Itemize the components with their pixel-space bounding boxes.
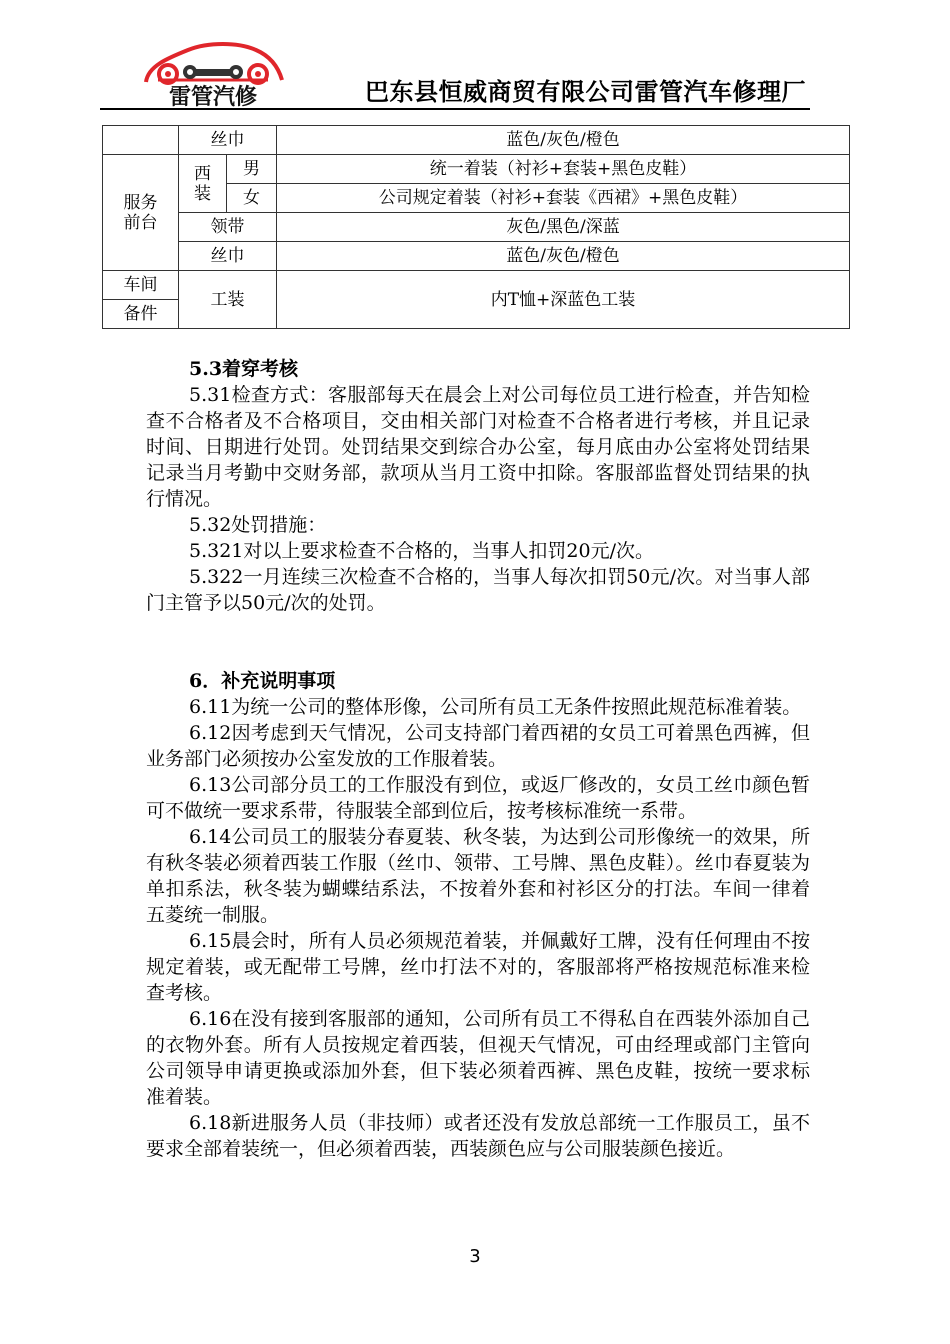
suit-cell: 西装 <box>179 155 227 213</box>
header-divider <box>100 108 810 110</box>
table-cell: 灰色/黑色/深蓝 <box>277 213 850 242</box>
paragraph: 6.18新进服务人员（非技师）或者还没有发放总部统一工作服员工，虽不要求全部着装统一，但必须着西装，西装颜色应与公司服装颜色接近。 <box>146 1112 810 1160</box>
paragraph: 5.322一月连续三次检查不合格的，当事人每次扣罚50元/次。对当事人部门主管予以50元/次的处罚。 <box>146 566 810 614</box>
table-cell: 蓝色/灰色/橙色 <box>277 242 850 271</box>
table-row <box>103 213 850 242</box>
table-row <box>103 155 850 184</box>
paragraph: 6.15晨会时，所有人员必须规范着装，并佩戴好工牌，没有任何理由不按规定着装，或无配带工号牌，丝巾打法不对的，客服部将严格按规范标准来检查考核。 <box>146 930 810 1004</box>
workshop-cell <box>103 271 179 329</box>
paragraph: 6.12因考虑到天气情况，公司支持部门着西裙的女员工可着黑色西裤，但业务部门必须按办公室发放的工作服着装。 <box>146 722 810 770</box>
table-cell: 男 <box>227 155 277 184</box>
table-cell: 公司规定着装（衬衫+套装《西裙》+黑色皮鞋） <box>277 184 850 213</box>
paragraph: 5.31检查方式：客服部每天在晨会上对公司每位员工进行检查，并告知检查不合格者及不合格项目，交由相关部门对检查不合格者进行考核，并且记录时间、日期进行处罚。处罚结果交到综合办公室，每月底由办公室将处罚结果记录当月考勤中交财务部，款项从当月工资中扣除。客服部监督处罚结果的执行情况。 <box>146 384 810 510</box>
table-row <box>103 242 850 271</box>
paragraph: 6.11为统一公司的整体形像，公司所有员工无条件按照此规范标准着装。 <box>189 696 802 718</box>
table-row <box>103 126 850 155</box>
company-name: 巴东县恒威商贸有限公司雷管汽车修理厂 <box>365 78 806 106</box>
paragraph: 5.321对以上要求检查不合格的，当事人扣罚20元/次。 <box>189 540 654 562</box>
table-cell: 统一着装（衬衫+套装+黑色皮鞋） <box>277 155 850 184</box>
service-group-cell: 服务前台 <box>103 155 179 271</box>
paragraph: 6.16在没有接到客服部的通知，公司所有员工不得私自在西装外添加自己的衣物外套。所有人员按规定着西装，但视天气情况，可由经理或部门主管向公司领导申请更换或添加外套，但下装必须着西裤、黑色皮鞋，按统一要求标准着装。 <box>146 1008 810 1108</box>
table-cell <box>103 126 179 155</box>
section-heading: 6．补充说明事项 <box>189 670 336 692</box>
document-body <box>146 356 810 1162</box>
table-cell: 女 <box>227 184 277 213</box>
page-number: 3 <box>469 1246 481 1267</box>
car-logo-icon <box>138 36 288 108</box>
section-heading: 5.3着穿考核 <box>189 358 299 380</box>
uniform-table <box>102 125 850 329</box>
logo-text: 雷管汽修 <box>168 85 258 108</box>
spare-parts-label: 备件 <box>123 304 158 324</box>
table-cell: 蓝色/灰色/橙色 <box>277 126 850 155</box>
table-cell: 丝巾 <box>179 242 277 271</box>
paragraph: 6.14公司员工的服装分春夏装、秋冬装，为达到公司形像统一的效果，所有秋冬装必须着西装工作服（丝巾、领带、工号牌、黑色皮鞋）。丝巾春夏装为单扣系法，秋冬装为蝴蝶结系法，不按着外套和衬衫区分的打法。车间一律着五菱统一制服。 <box>146 826 810 926</box>
table-cell: 工装 <box>179 271 277 329</box>
table-row <box>103 271 850 329</box>
paragraph: 6.13公司部分员工的工作服没有到位，或返厂修改的，女员工丝巾颜色暂可不做统一要求系带，待服装全部到位后，按考核标准统一系带。 <box>146 774 810 822</box>
table-cell: 丝巾 <box>179 126 277 155</box>
paragraph: 5.32处罚措施： <box>189 514 327 536</box>
workshop-label: 车间 <box>103 271 178 300</box>
table-cell: 领带 <box>179 213 277 242</box>
table-cell: 内T恤+深蓝色工装 <box>277 271 850 329</box>
page-header <box>100 28 850 108</box>
